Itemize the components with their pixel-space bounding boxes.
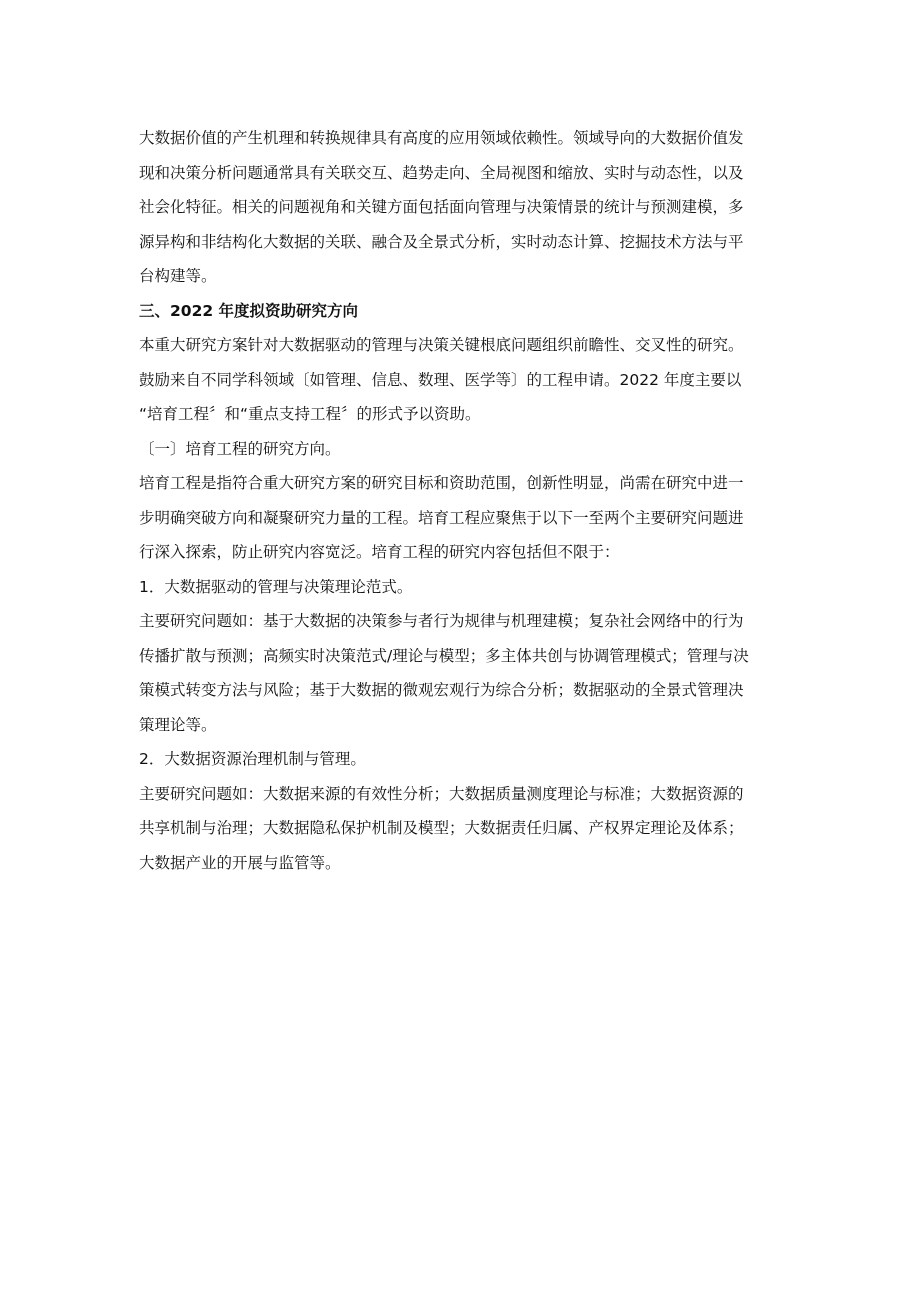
text-line: 培育工程是指符合重大研究方案的研究目标和资助范围，创新性明显，尚需在研究中进一 bbox=[139, 474, 744, 492]
paragraph-program-intro bbox=[139, 328, 784, 432]
item-title-2 bbox=[139, 742, 784, 777]
subheading-cultivation-projects bbox=[139, 432, 784, 467]
text-line: 主要研究问题如：大数据来源的有效性分析；大数据质量测度理论与标准；大数据资源的 bbox=[139, 784, 744, 803]
text-line: 主要研究问题如：基于大数据的决策参与者行为规律与机理建模；复杂社会网络中的行为 bbox=[139, 612, 744, 630]
text-line: 现和决策分析问题通常具有关联交互、趋势走向、全局视图和缩放、实时与动态性，以及 bbox=[139, 163, 744, 182]
text-line: 源异构和非结构化大数据的关联、融合及全景式分析，实时动态计算、挖掘技术方法与平 bbox=[139, 232, 744, 251]
text-line: 步明确突破方向和凝聚研究力量的工程。培育工程应聚焦于以下一至两个主要研究问题进 bbox=[139, 508, 744, 527]
item-title-1 bbox=[139, 570, 784, 605]
text-line: 大数据价值的产生机理和转换规律具有高度的应用领域依赖性。领域导向的大数据价值发 bbox=[139, 129, 744, 147]
text-line: 共享机制与治理；大数据隐私保护机制及模型；大数据责任归属、产权界定理论及体系； bbox=[139, 819, 744, 837]
section-heading-2022-directions bbox=[139, 294, 784, 329]
text-line: 行深入探索，防止研究内容宽泛。培育工程的研究内容包括但不限于： bbox=[139, 543, 620, 561]
paragraph-big-data-value bbox=[139, 121, 784, 294]
text-line: 策模式转变方法与风险；基于大数据的微观宏观行为综合分析；数据驱动的全景式管理决 bbox=[139, 681, 744, 699]
text-line: 〔一〕培育工程的研究方向。 bbox=[139, 439, 341, 458]
heading-line: 三、2022 年度拟资助研究方向 bbox=[139, 301, 359, 320]
paragraph-cultivation-definition bbox=[139, 466, 784, 570]
text-line: “培育工程〞和“重点支持工程〞的形式予以资助。 bbox=[139, 405, 481, 423]
text-line: 本重大研究方案针对大数据驱动的管理与决策关键根底问题组织前瞻性、交叉性的研究。 bbox=[139, 336, 744, 354]
text-line: 2．大数据资源治理机制与管理。 bbox=[139, 750, 366, 768]
text-line: 大数据产业的开展与监管等。 bbox=[139, 853, 341, 872]
document-body bbox=[139, 121, 784, 880]
text-line: 策理论等。 bbox=[139, 715, 217, 734]
text-line: 台构建等。 bbox=[139, 267, 217, 285]
text-line: 1．大数据驱动的管理与决策理论范式。 bbox=[139, 577, 413, 596]
text-line: 社会化特征。相关的问题视角和关键方面包括面向管理与决策情景的统计与预测建模，多 bbox=[139, 198, 744, 216]
paragraph-item-1-questions bbox=[139, 604, 784, 742]
text-line: 传播扩散与预测；高频实时决策范式/理论与模型；多主体共创与协调管理模式；管理与决 bbox=[139, 646, 749, 665]
paragraph-item-2-questions bbox=[139, 777, 784, 881]
text-line: 鼓励来自不同学科领域〔如管理、信息、数理、医学等〕的工程申请。2022 年度主要以 bbox=[139, 370, 742, 389]
